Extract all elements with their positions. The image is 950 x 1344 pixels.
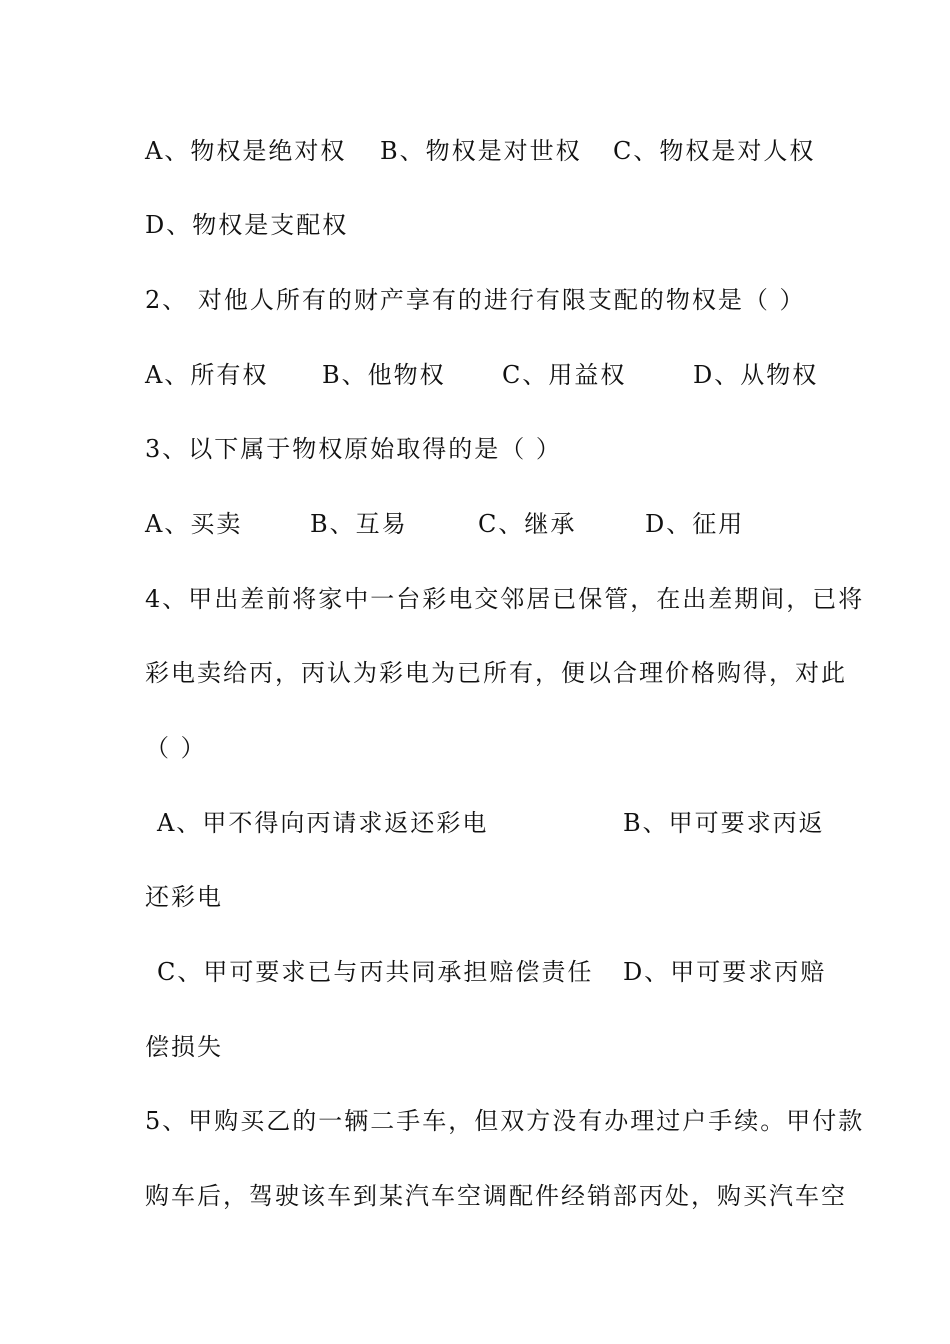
q1-options-row xyxy=(145,131,815,171)
q2-option-b: B、他物权 xyxy=(322,361,446,389)
q5-stem-line-2: 购车后，驾驶该车到某汽车空调配件经销部丙处，购买汽车空 xyxy=(145,1182,847,1210)
q3-stem: 3、以下属于物权原始取得的是（ ） xyxy=(145,435,562,463)
q5-stem-line-1: 5、甲购买乙的一辆二手车，但双方没有办理过户手续。甲付款 xyxy=(145,1107,865,1135)
q3-option-c: C、继承 xyxy=(478,510,577,538)
q1-option-d: D、物权是支配权 xyxy=(145,211,349,239)
q3-option-b: B、互易 xyxy=(310,510,408,538)
q2-options-row xyxy=(145,355,819,395)
q3-options-row xyxy=(145,504,815,544)
q4-option-a: A、甲不得向丙请求返还彩电 xyxy=(157,809,489,837)
q3-option-a: A、买卖 xyxy=(145,510,243,538)
q2-option-a: A、所有权 xyxy=(145,361,269,389)
q1-options-row-2 xyxy=(145,205,815,245)
q1-option-c: C、物权是对人权 xyxy=(613,137,816,165)
q4-option-d-continued: 偿损失 xyxy=(145,1033,223,1061)
q4-stem-line-3: （ ） xyxy=(145,734,207,762)
q4-option-d: D、甲可要求丙赔 xyxy=(623,958,827,986)
q4-options-row-2 xyxy=(145,952,827,992)
q2-stem: 2、 对他人所有的财产享有的进行有限支配的物权是（ ） xyxy=(145,286,806,314)
q3-option-d: D、征用 xyxy=(645,510,745,538)
q1-option-b: B、物权是对世权 xyxy=(380,137,582,165)
q4-option-c: C、甲可要求已与丙共同承担赔偿责任 xyxy=(157,958,594,986)
q4-stem-line-1: 4、甲出差前将家中一台彩电交邻居已保管，在出差期间，已将 xyxy=(145,585,865,613)
q4-options-row-1 xyxy=(145,803,825,843)
q2-option-c: C、用益权 xyxy=(502,361,627,389)
q1-option-a: A、物权是绝对权 xyxy=(145,137,347,165)
q4-stem-line-2: 彩电卖给丙，丙认为彩电为已所有，便以合理价格购得，对此 xyxy=(145,659,847,687)
q4-option-b-continued: 还彩电 xyxy=(145,883,223,911)
q2-option-d: D、从物权 xyxy=(693,361,819,389)
q4-option-b: B、甲可要求丙返 xyxy=(623,809,825,837)
